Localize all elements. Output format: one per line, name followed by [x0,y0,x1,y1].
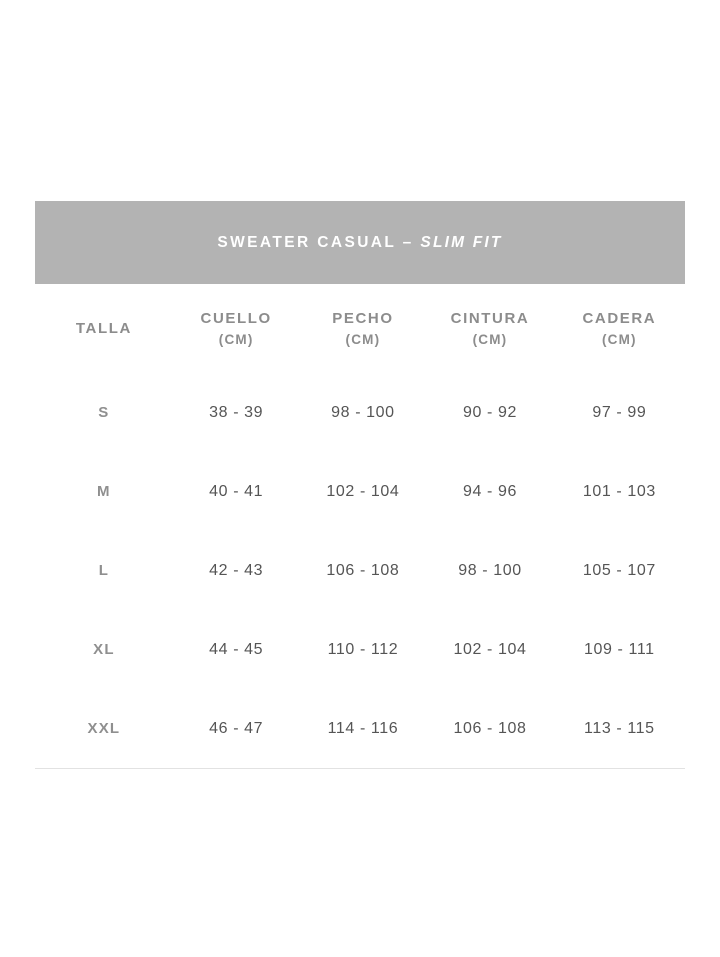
table-row [35,373,685,452]
cell-talla: XL [93,641,115,658]
cell-cuello: 38 - 39 [209,403,264,421]
table-body [35,373,685,769]
cell-cintura: 106 - 108 [426,689,553,769]
table-row [35,610,685,689]
table-header-row-group [35,284,685,373]
cell-pecho: 98 - 100 [331,403,395,421]
column-header-cadera [554,284,685,373]
chart-header-band [35,201,685,284]
column-header-pecho [300,284,427,373]
column-header-cadera-label: CADERA [582,309,657,327]
column-header-talla-label: TALLA [75,319,132,337]
cell-cadera: 97 - 99 [592,403,647,421]
column-header-cintura-label: CINTURA [450,309,530,327]
cell-cadera: 101 - 103 [582,482,656,500]
cell-talla: XXL [35,689,173,769]
size-chart [35,201,685,769]
cell-talla: S [98,404,110,421]
cell-cuello: 40 - 41 [209,482,264,500]
table-row [35,689,685,769]
column-header-pecho-unit: (CM) [345,331,381,347]
cell-talla: M [97,483,111,500]
column-header-pecho-label: PECHO [332,309,394,327]
column-header-cintura [426,284,553,373]
column-header-cuello-label: CUELLO [200,309,272,327]
cell-cintura: 94 - 96 [462,482,517,500]
cell-cintura: 102 - 104 [453,640,527,658]
column-header-talla [35,284,173,373]
table-row [35,452,685,531]
cell-cintura: 98 - 100 [458,561,522,579]
cell-pecho: 110 - 112 [327,640,399,658]
cell-cuello: 42 - 43 [209,561,264,579]
chart-title [217,234,502,252]
table-header-row [35,284,685,373]
size-table [35,284,685,769]
cell-cadera: 105 - 107 [582,561,656,579]
column-header-cadera-unit: (CM) [601,331,637,347]
cell-cintura: 90 - 92 [462,403,517,421]
cell-cadera: 109 - 111 [584,640,655,658]
cell-talla: L [98,562,110,579]
cell-cadera: 113 - 115 [554,689,685,769]
cell-pecho: 106 - 108 [326,561,400,579]
chart-title-fit: SLIM FIT [420,233,503,251]
chart-title-main: SWEATER CASUAL [217,233,396,251]
cell-cuello: 44 - 45 [209,640,264,658]
cell-pecho: 102 - 104 [326,482,400,500]
cell-cuello: 46 - 47 [173,689,300,769]
chart-title-separator: – [395,233,421,251]
cell-pecho: 114 - 116 [300,689,427,769]
column-header-cuello [173,284,300,373]
table-row [35,531,685,610]
column-header-cintura-unit: (CM) [472,331,508,347]
column-header-cuello-unit: (CM) [218,331,254,347]
